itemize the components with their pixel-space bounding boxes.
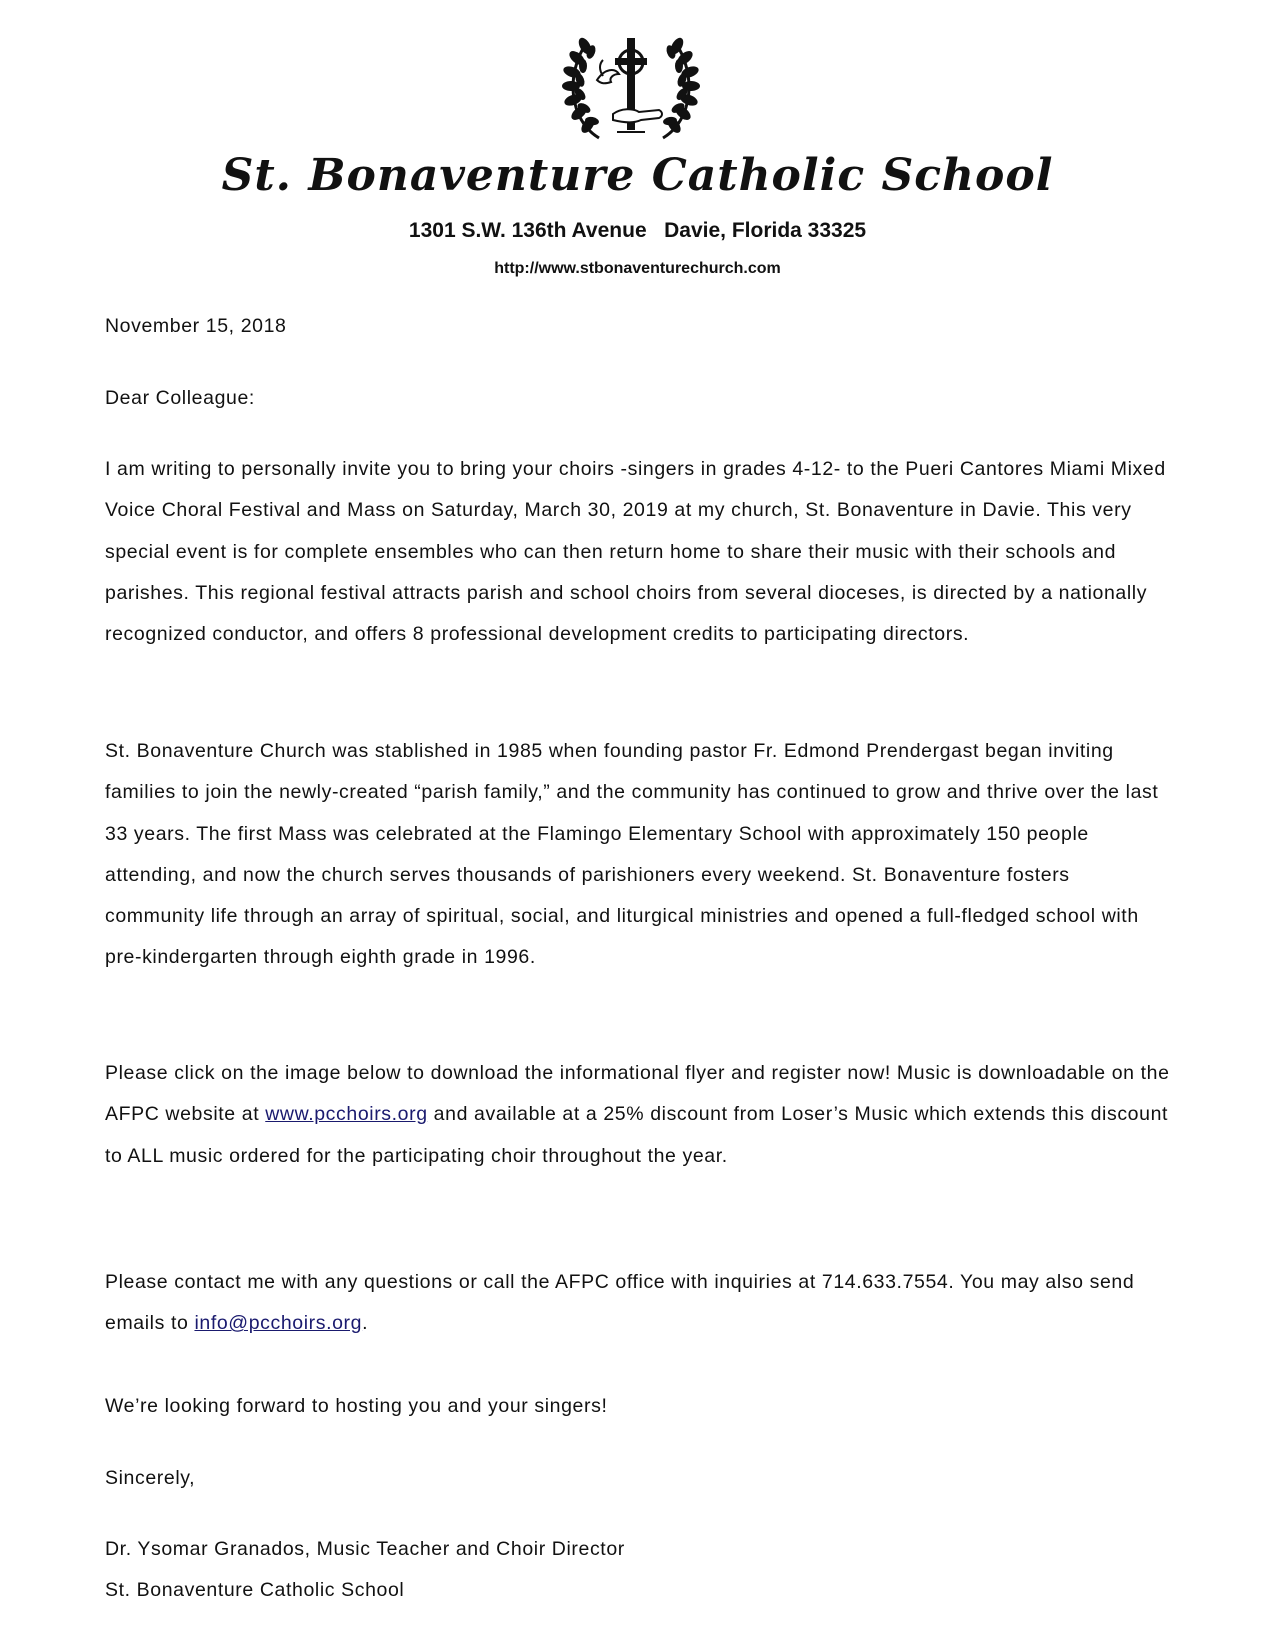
- paragraph-registration-text-end: and available at a 25% discount from Loser’s Music which extends this discount to ALL music ordered for the participating choir throughout the year.: [105, 1103, 1169, 1167]
- school-website: http://www.stbonaventurechurch.com: [494, 260, 781, 277]
- salutation: Dear Colleague:: [105, 387, 255, 409]
- signature-organization: St. Bonaventure Catholic School: [105, 1579, 405, 1601]
- paragraph-contact-text: Please contact me with any questions or call the AFPC office with inquiries at 714.633.7554. You may also send emails to: [105, 1271, 1135, 1335]
- paragraph-registration-text: Please click on the image below to download the informational flyer and register now! Music is downloadable on the AFPC website at: [105, 1062, 1170, 1126]
- paragraph-church-history: St. Bonaventure Church was stablished in 1985 when founding pastor Fr. Edmond Prendergast began inviting families to join the newly-created “parish family,” and the community has continued to grow and thrive over the last 33 years. The first Mass was celebrated at the Flamingo Elementary School with approximately 150 people attending, and now the church serves thousands of parishioners every weekend. St. Bonaventure fosters community life through an array of spiritual, social, and liturgical ministries and opened a full-fledged school with pre-kindergarten through eighth grade in 1996.: [105, 740, 1159, 969]
- sign-off: Sincerely,: [105, 1467, 196, 1489]
- signature-name-title: Dr. Ysomar Granados, Music Teacher and Choir Director: [105, 1538, 625, 1560]
- pcchoirs-website-link[interactable]: www.pcchoirs.org: [265, 1103, 428, 1126]
- paragraph-invitation: I am writing to personally invite you to bring your choirs -singers in grades 4-12- to the Pueri Cantores Miami Mixed Voice Choral Festival and Mass on Saturday, March 30, 2019 at my church, St. Bonaventure in Davie. This very special event is for complete ensembles who can then return home to share their music with their schools and parishes. This regional festival attracts parish and school choirs from several dioceses, is directed by a nationally recognized conductor, and offers 8 professional development credits to participating directors.: [105, 458, 1166, 646]
- school-name: St. Bonaventure Catholic School: [221, 150, 1054, 201]
- letter-date: November 15, 2018: [105, 315, 287, 337]
- wreath-cross-dove-hands-icon: [559, 24, 703, 148]
- school-address: 1301 S.W. 136th Avenue Davie, Florida 33325: [408, 219, 867, 242]
- closing-line: We’re looking forward to hosting you and your singers!: [105, 1395, 608, 1417]
- paragraph-registration: [105, 1053, 1175, 1177]
- paragraph-contact: [105, 1262, 1175, 1345]
- info-email-link[interactable]: info@pcchoirs.org: [194, 1312, 363, 1335]
- paragraph-contact-text-end: .: [362, 1312, 369, 1335]
